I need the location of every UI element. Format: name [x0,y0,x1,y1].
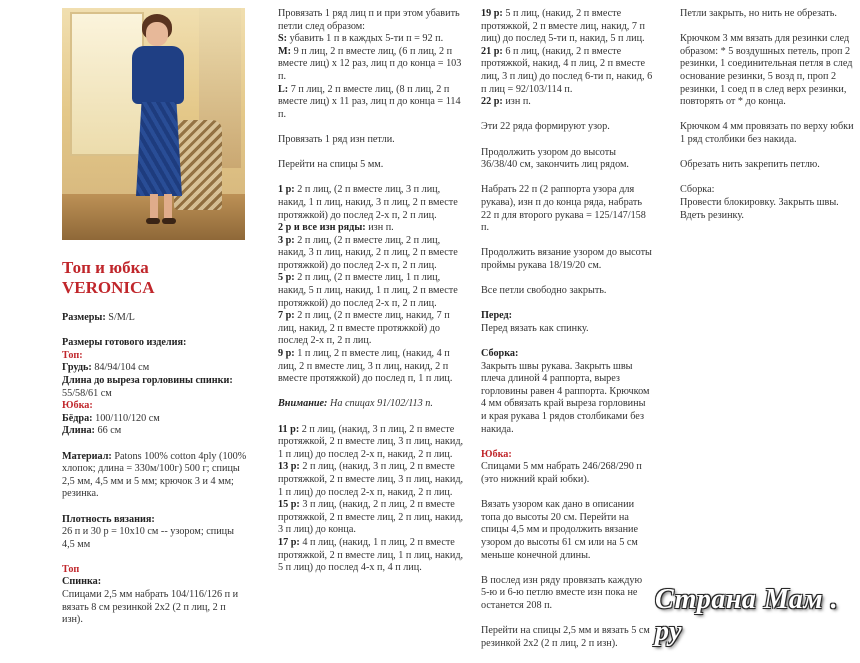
row-7: 7 р: 2 п лиц, (2 п вместе лиц, накид, 7 п лиц, накид, 2 п вместе протяжкой) до послед 2-х п, 2 п лиц. [278,310,450,347]
length: Длина: 66 см [62,425,122,437]
sleeve-note: Набрать 22 п (2 раппорта узора для рукава), изн п до конца ряда, набрать 22 п для второго рукава = 125/147/158 п. [481,184,646,234]
row-13: 13 р: 2 п лиц, (накид, 3 п лиц, 2 п вместе протяжкой, 2 п вместе лиц, 3 п лиц, накид, 1 п лиц) до послед 2-х п, накид, 2 п лиц. [278,461,464,498]
close-note: Все петли свободно закрыть. [481,285,607,297]
row-21: 21 р: 6 п лиц, (накид, 2 п вместе протяжкой, накид, 4 п лиц, 2 п вместе лиц, 3 п лиц) до послед 6-ти п, накид, 6 п лиц = 92/103/114 п. [481,45,653,95]
finished-heading: Размеры готового изделия: [62,337,187,349]
assembly-label: Сборка: [481,348,519,360]
size-s-row: S: убавить 1 п в каждых 5-ти п = 92 п. [278,33,444,45]
attention-note: Внимание: На спицах 91/102/113 п. [278,398,433,410]
column-2 [278,8,466,575]
row-22: 22 р: изн п. [481,96,531,108]
skirt-heading: Юбка: [481,448,512,460]
chest: Грудь: 84/94/104 см [62,362,150,374]
row-9: 9 р: 1 п лиц, 2 п вместе лиц, (накид, 4 п лиц, 2 п вместе лиц, 3 п лиц, накид, 2 п вместе протяжкой) до послед п, 1 п лиц. [278,348,453,385]
size-m-row: M: 9 п лиц, 2 п вместе лиц, (6 п лиц, 2 п вместе лиц) х 12 раз, лиц п до конца = 103 п. [278,45,462,82]
fasten-off-note: Обрезать нить закрепить петлю. [680,159,820,171]
front-text: Перед вязать как спинку. [481,322,589,334]
site-watermark: Страна Мам . ру [655,584,839,647]
row-3: 3 р: 2 п лиц, (2 п вместе лиц, 2 п лиц, накид, 3 п лиц, накид, 2 п лиц, 2 п вместе протяжкой) до послед 2-х п, 2 п лиц. [278,234,458,271]
row-17: 17 р: 4 п лиц, (накид, 1 п лиц, 2 п вместе протяжкой, 2 п вместе лиц, 1 п лиц, накид, 5 п лиц) до послед 4-х п, 4 п лиц. [278,536,464,574]
row-5: 5 р: 2 п лиц, (2 п вместе лиц, 1 п лиц, накид, 5 п лиц, накид, 1 п лиц, 2 п вместе протяжкой) до послед 2-х п, 2 п лиц. [278,272,458,309]
purl-row: Провязать 1 ряд изн петли. [278,133,395,145]
column-3 [481,8,653,663]
row-2: 2 р и все изн ряды: изн п. [278,222,394,234]
final-assembly-line-2: Вдеть резинку. [680,209,744,221]
crochet-elastic-note: Крючком 3 мм вязать для резинки след образом: * 5 воздушных петель, проп 2 резинки, 1 соединительная петля в след основание резинки, 5 возд п, проп 2 резинки, 1 соед п в след верх резинки, повторять от * до конца. [680,33,853,108]
back-text: Спицами 2,5 мм набрать 104/116/126 п и вязать 8 см резинкой 2х2 (2 п лиц, 2 п изн). [62,589,239,626]
neck-length: Длина до выреза горловины спинки: 55/58/61 см [62,374,233,399]
top-label: Топ: [62,349,83,361]
size-l-row: L: 7 п лиц, 2 п вместе лиц, (8 п лиц, 2 п вместе лиц) х 11 раз, лиц п до конца = 114 п. [278,83,461,120]
row-15: 15 р: 3 п лиц, (накид, 2 п лиц, 2 п вместе протяжкой, 2 п вместе лиц, 2 п лиц, накид, 3 п лиц) до конца. [278,499,464,536]
continue-note: Продолжить узором до высоты 36/38/40 см, закончить лиц рядом. [481,146,629,171]
pattern-note: Эти 22 ряда формируют узор. [481,121,610,133]
density-value: 26 п и 30 р = 10х10 см -- узором; спицы 4,5 мм [62,526,234,550]
skirt-knit: Вязать узором как дано в описании топа до высоты 20 см. Перейти на спицы 4,5 мм и продолжить вязание узором до высоты 61 см или на 5 см меньше конечной длины. [481,499,639,561]
skirt-decrease: В послед изн ряду провязать каждую 5-ю и 6-ю петлю вместе изн пока не останется 208 п. [481,574,643,611]
row-1: 1 р: 2 п лиц, (2 п вместе лиц, 3 п лиц, накид, 1 п лиц, накид, 3 п лиц, 2 п вместе протяжкой) до послед 2-х п, 2 п лиц. [278,184,458,221]
column-4 [680,8,858,222]
model-photo [62,8,245,240]
material: Материал: Patons 100% cotton 4ply (100% хлопок; длина = 330м/100г) 500 г; спицы 2,5 мм, 4,5 мм и 5 мм; крючок 3 и 4 мм; резинка. [62,450,247,500]
crochet-top-note: Крючком 4 мм провязать по верху юбки 1 ряд столбики без накида. [680,121,854,145]
hips: Бёдра: 100/110/120 см [62,412,160,424]
back-label: Спинка: [62,576,102,588]
front-label: Перед: [481,310,513,322]
skirt-label: Юбка: [62,400,93,412]
final-assembly-label: Сборка: [680,184,715,196]
bind-off-note: Петли закрыть, но нить не обрезать. [680,8,837,19]
decrease-intro: Провязать 1 ряд лиц п и при этом убавить петли след образом: [278,8,460,32]
row-11: 11 р: 2 п лиц, (накид, 3 п лиц, 2 п вместе протяжкой, 2 п вместе лиц, 3 п лиц, накид, 1 п лиц) до послед 2-х п, накид, 2 п лиц. [278,423,464,460]
armhole-note: Продолжить вязание узором до высоты проймы рукава 18/19/20 см. [481,247,652,271]
column-1 [62,8,247,639]
skirt-text: Спицами 5 мм набрать 246/268/290 п (это нижний край юбки). [481,461,642,485]
pattern-title: Топ и юбка VERONICA [62,258,155,297]
sizes: Размеры: S/M/L [62,312,135,323]
skirt-rib: Перейти на спицы 2,5 мм и вязать 5 см резинкой 2х2 (2 п лиц, 2 п изн). [481,625,650,649]
row-19: 19 р: 5 п лиц, (накид, 2 п вместе протяжкой, 2 п вместе лиц, накид, 7 п лиц) до послед 5-ти п, накид, 5 п лиц. [481,8,645,45]
top-heading: Топ [62,563,80,575]
switch-needles: Перейти на спицы 5 мм. [278,159,384,171]
density-label: Плотность вязания: [62,513,155,525]
assembly-text: Закрыть швы рукава. Закрыть швы плеча длиной 4 раппорта, вырез горловины равен 4 раппорта. Крючком 4 мм обвязать край выреза горловины и края рукава 1 рядов столбиками без накида. [481,360,650,435]
final-assembly-line-1: Провести блокировку. Закрыть швы. [680,196,839,208]
